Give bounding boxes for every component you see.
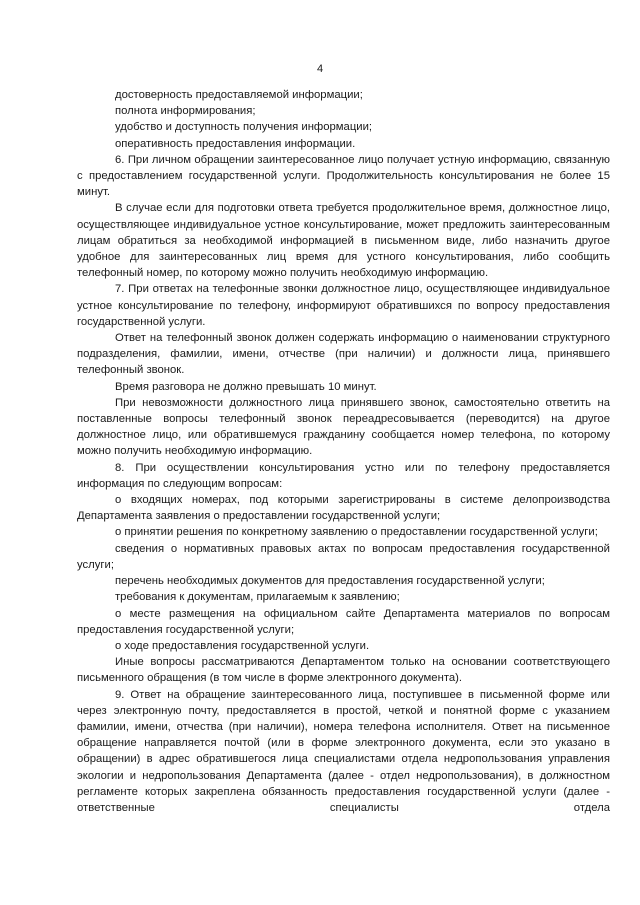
- paragraph: требования к документам, прилагаемым к заявлению;: [115, 591, 400, 604]
- paragraph: 9. Ответ на обращение заинтересованного лица, поступившее в письменной форме или через электронную почту, предоставляется в простой, четкой и понятной форме с указанием фамилии, имени, отчества (при наличии), номера телефона исполнителя. Ответ на письменное обращение направляется почтой (или в форме электронного документа, если это указано в обращении) в адрес обратившегося лица специалистами отдела недропользования управления экологии и недропользования Департамента (далее - отдел недропользования), в должностном регламенте которых закреплена обязанность предоставления государственной услуги (далее - ответственные специалисты отдела: [77, 688, 610, 814]
- paragraph: 8. При осуществлении консультирования устно или по телефону предоставляется информация по следующим вопросам:: [77, 461, 610, 490]
- paragraph: Ответ на телефонный звонок должен содержать информацию о наименовании структурного подразделения, фамилии, имени, отчестве (при наличии) и должности лица, принявшего телефонный звонок.: [77, 332, 610, 377]
- paragraph: 6. При личном обращении заинтересованное лицо получает устную информацию, связанную с предоставлением государственной услуги. Продолжительность консультирования не более 15 минут.: [77, 153, 610, 199]
- paragraph: Время разговора не должно превышать 10 минут.: [115, 380, 377, 393]
- paragraph: о входящих номерах, под которыми зарегистрированы в системе делопроизводства Департамента заявления о предоставлении государственной услуги;: [77, 494, 610, 523]
- paragraph: полнота информирования;: [115, 105, 256, 118]
- paragraph: оперативность предоставления информации.: [115, 137, 356, 150]
- paragraph: достоверность предоставляемой информации;: [115, 89, 363, 101]
- paragraph: сведения о нормативных правовых актах по вопросам предоставления государственной услуги;: [77, 542, 610, 571]
- paragraph: 7. При ответах на телефонные звонки должностное лицо, осуществляющее индивидуальное устное консультирование по телефону, информируют обратившихся по вопросу предоставления государственной услуги.: [77, 283, 610, 328]
- paragraph: перечень необходимых документов для предоставления государственной услуги;: [115, 575, 545, 588]
- paragraph: В случае если для подготовки ответа требуется продолжительное время, должностное лицо, осуществляющее индивидуальное устное консультирование, может предложить заинтересованным лицам обратиться за необходимой информацией в письменном виде, либо назначить другое удобное для заинтересованных лиц время для устного консультирования, либо сообщить телефонный номер, по которому можно получить необходимую информацию.: [77, 202, 610, 280]
- paragraph: удобство и доступность получения информации;: [115, 121, 373, 134]
- document-body: [77, 87, 610, 816]
- paragraph: о ходе предоставления государственной услуги.: [115, 639, 370, 652]
- paragraph: При невозможности должностного лица принявшего звонок, самостоятельно ответить на поставленные вопросы телефонный звонок переадресовывается (переводится) на другое должностное лицо, или обратившемуся гражданину сообщается номер телефона, по которому можно получить необходимую информацию.: [77, 396, 610, 458]
- paragraph: о месте размещения на официальном сайте Департамента материалов по вопросам предоставления государственной услуги;: [77, 607, 610, 636]
- paragraph: о принятии решения по конкретному заявлению о предоставлении государственной услуги;: [115, 526, 598, 539]
- paragraph: Иные вопросы рассматриваются Департаментом только на основании соответствующего письменного обращения (в том числе в форме электронного документа).: [77, 656, 610, 685]
- page-number: 4: [316, 63, 324, 75]
